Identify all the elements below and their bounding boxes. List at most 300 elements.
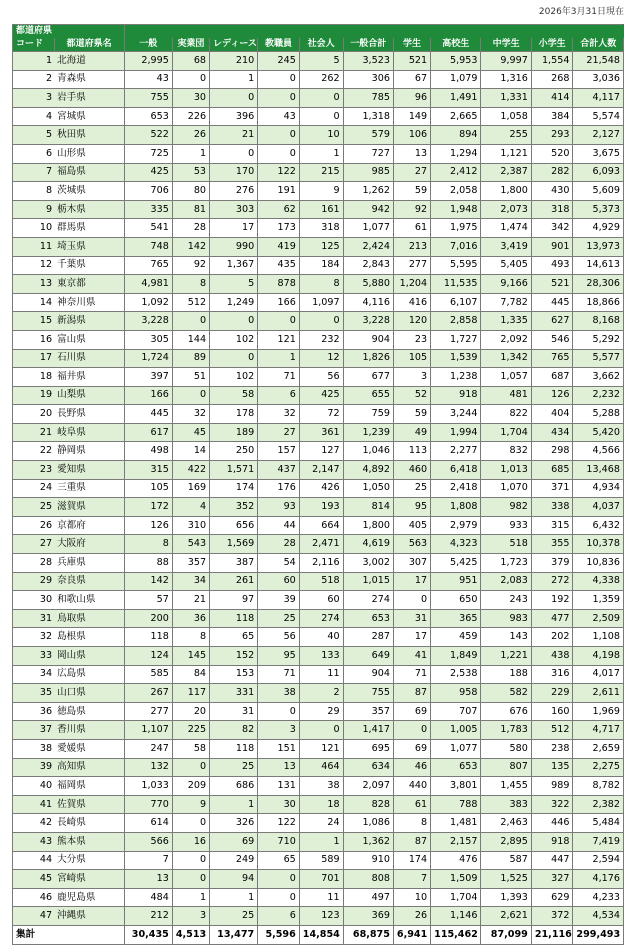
row-value: 1 (172, 144, 209, 163)
row-value: 4,892 (343, 461, 393, 480)
header-col-9: 小学生 (531, 38, 573, 52)
row-value: 238 (531, 739, 573, 758)
row-value: 65 (210, 628, 258, 647)
table-row (13, 144, 624, 163)
row-value: 1,554 (531, 52, 573, 71)
row-value: 822 (481, 405, 531, 424)
row-value: 2,275 (573, 758, 624, 777)
row-value: 1 (210, 888, 258, 907)
row-prefecture: 岡山県 (54, 647, 124, 666)
header-col-10: 合計人数 (573, 38, 624, 52)
row-value: 707 (431, 702, 481, 721)
row-value: 153 (210, 665, 258, 684)
row-value: 305 (124, 330, 172, 349)
row-value: 11 (299, 888, 343, 907)
table-row (13, 814, 624, 833)
row-code: 19 (13, 386, 55, 405)
row-value: 3,419 (481, 237, 531, 256)
row-value: 43 (124, 70, 172, 89)
row-value: 685 (531, 461, 573, 480)
row-value: 2,611 (573, 684, 624, 703)
row-value: 249 (210, 851, 258, 870)
row-value: 788 (431, 795, 481, 814)
row-value: 262 (299, 70, 343, 89)
header-col-8: 中学生 (481, 38, 531, 52)
row-value: 1,033 (124, 777, 172, 796)
row-value: 72 (299, 405, 343, 424)
row-value: 1,146 (431, 907, 481, 926)
row-value: 188 (481, 665, 531, 684)
row-value: 814 (343, 498, 393, 517)
row-value: 1,571 (210, 461, 258, 480)
row-prefecture: 福島県 (54, 163, 124, 182)
row-value: 6 (258, 907, 300, 926)
row-value: 32 (258, 405, 300, 424)
row-value: 226 (172, 107, 209, 126)
row-code: 41 (13, 795, 55, 814)
row-value: 23 (393, 330, 430, 349)
row-value: 0 (258, 126, 300, 145)
row-value: 3,036 (573, 70, 624, 89)
row-prefecture: 静岡県 (54, 442, 124, 461)
row-value: 1,097 (299, 293, 343, 312)
row-value: 2,147 (299, 461, 343, 480)
row-value: 30 (172, 89, 209, 108)
row-value: 1,013 (481, 461, 531, 480)
row-value: 1,724 (124, 349, 172, 368)
row-value: 445 (124, 405, 172, 424)
row-value: 4,534 (573, 907, 624, 926)
row-value: 88 (124, 554, 172, 573)
row-value: 287 (343, 628, 393, 647)
row-value: 1 (172, 888, 209, 907)
row-value: 7 (393, 870, 430, 889)
row-value: 983 (481, 609, 531, 628)
row-value: 13,468 (573, 461, 624, 480)
row-value: 1,262 (343, 182, 393, 201)
row-value: 106 (393, 126, 430, 145)
row-code: 20 (13, 405, 55, 424)
row-prefecture: 大阪府 (54, 535, 124, 554)
row-code: 12 (13, 256, 55, 275)
row-value: 293 (531, 126, 573, 145)
header-prefecture-name: 都道府県名 (54, 38, 124, 52)
row-value: 1,359 (573, 591, 624, 610)
row-value: 1,800 (343, 516, 393, 535)
row-value: 464 (299, 758, 343, 777)
row-value: 225 (172, 721, 209, 740)
row-value: 44 (258, 516, 300, 535)
row-value: 95 (258, 647, 300, 666)
row-value: 0 (172, 814, 209, 833)
row-value: 446 (531, 814, 573, 833)
row-value: 1,393 (481, 888, 531, 907)
row-value: 306 (343, 70, 393, 89)
row-value: 7,016 (431, 237, 481, 256)
row-value: 2,277 (431, 442, 481, 461)
row-value: 135 (531, 758, 573, 777)
row-value: 0 (210, 144, 258, 163)
total-value: 21,116 (531, 925, 573, 944)
row-value: 318 (299, 219, 343, 238)
row-value: 152 (210, 647, 258, 666)
row-value: 1,481 (431, 814, 481, 833)
row-value: 476 (431, 851, 481, 870)
row-value: 1,539 (431, 349, 481, 368)
row-value: 989 (531, 777, 573, 796)
row-value: 546 (531, 330, 573, 349)
row-prefecture: 秋田県 (54, 126, 124, 145)
row-value: 1,108 (573, 628, 624, 647)
row-value: 1,086 (343, 814, 393, 833)
row-code: 6 (13, 144, 55, 163)
row-value: 4,017 (573, 665, 624, 684)
row-value: 1,342 (481, 349, 531, 368)
row-value: 120 (393, 312, 430, 331)
row-prefecture: 石川県 (54, 349, 124, 368)
row-value: 372 (531, 907, 573, 926)
row-value: 5,595 (431, 256, 481, 275)
row-value: 4,116 (343, 293, 393, 312)
row-value: 176 (258, 479, 300, 498)
row-value: 10 (299, 126, 343, 145)
row-value: 0 (393, 721, 430, 740)
row-value: 0 (299, 89, 343, 108)
row-value: 1,800 (481, 182, 531, 201)
row-value: 3,228 (124, 312, 172, 331)
row-code: 36 (13, 702, 55, 721)
table-row (13, 554, 624, 573)
row-value: 38 (299, 777, 343, 796)
row-code: 10 (13, 219, 55, 238)
row-value: 38 (258, 684, 300, 703)
row-value: 1,474 (481, 219, 531, 238)
row-value: 25 (258, 609, 300, 628)
row-value: 2,058 (431, 182, 481, 201)
row-value: 422 (172, 461, 209, 480)
row-code: 7 (13, 163, 55, 182)
row-prefecture: 岩手県 (54, 89, 124, 108)
row-value: 414 (531, 89, 573, 108)
row-value: 96 (393, 89, 430, 108)
row-value: 97 (210, 591, 258, 610)
total-value: 13,477 (210, 925, 258, 944)
table-row (13, 888, 624, 907)
row-value: 383 (481, 795, 531, 814)
row-value: 5,953 (431, 52, 481, 71)
row-value: 1,058 (481, 107, 531, 126)
row-value: 1,723 (481, 554, 531, 573)
row-value: 121 (299, 739, 343, 758)
row-value: 770 (124, 795, 172, 814)
row-value: 92 (172, 256, 209, 275)
row-value: 1,849 (431, 647, 481, 666)
row-value: 1,969 (573, 702, 624, 721)
table-row (13, 516, 624, 535)
row-prefecture: 高知県 (54, 758, 124, 777)
row-value: 1,525 (481, 870, 531, 889)
row-value: 122 (258, 163, 300, 182)
table-row (13, 498, 624, 517)
row-prefecture: 徳島県 (54, 702, 124, 721)
row-prefecture: 奈良県 (54, 572, 124, 591)
row-value: 405 (393, 516, 430, 535)
row-value: 951 (431, 572, 481, 591)
row-value: 95 (393, 498, 430, 517)
row-value: 8 (393, 814, 430, 833)
row-value: 1,077 (431, 739, 481, 758)
row-value: 4,566 (573, 442, 624, 461)
row-value: 985 (343, 163, 393, 182)
row-value: 276 (210, 182, 258, 201)
row-prefecture: 東京都 (54, 275, 124, 294)
row-value: 701 (299, 870, 343, 889)
row-value: 493 (531, 256, 573, 275)
table-row (13, 200, 624, 219)
row-value: 4,934 (573, 479, 624, 498)
row-code: 15 (13, 312, 55, 331)
row-value: 371 (531, 479, 573, 498)
row-code: 27 (13, 535, 55, 554)
row-value: 14 (172, 442, 209, 461)
row-value: 18 (299, 795, 343, 814)
row-value: 327 (531, 870, 573, 889)
row-value: 0 (258, 870, 300, 889)
row-value: 2,509 (573, 609, 624, 628)
row-value: 1,015 (343, 572, 393, 591)
row-value: 404 (531, 405, 573, 424)
table-row (13, 479, 624, 498)
row-value: 39 (258, 591, 300, 610)
row-value: 706 (124, 182, 172, 201)
row-value: 1 (299, 832, 343, 851)
row-value: 676 (481, 702, 531, 721)
table-row (13, 684, 624, 703)
row-value: 52 (393, 386, 430, 405)
row-code: 11 (13, 237, 55, 256)
row-value: 13 (393, 144, 430, 163)
row-value: 587 (481, 851, 531, 870)
row-value: 123 (299, 907, 343, 926)
row-value: 933 (481, 516, 531, 535)
row-value: 1,704 (431, 888, 481, 907)
row-value: 13 (258, 758, 300, 777)
row-prefecture: 富山県 (54, 330, 124, 349)
table-row (13, 423, 624, 442)
row-value: 57 (124, 591, 172, 610)
row-value: 71 (258, 665, 300, 684)
row-value: 512 (531, 721, 573, 740)
row-prefecture: 新潟県 (54, 312, 124, 331)
row-value: 0 (258, 144, 300, 163)
row-value: 614 (124, 814, 172, 833)
row-code: 32 (13, 628, 55, 647)
row-value: 282 (531, 163, 573, 182)
row-value: 315 (124, 461, 172, 480)
row-code: 34 (13, 665, 55, 684)
row-code: 46 (13, 888, 55, 907)
row-code: 14 (13, 293, 55, 312)
prefecture-membership-table (12, 24, 624, 945)
row-value: 541 (124, 219, 172, 238)
row-value: 686 (210, 777, 258, 796)
row-value: 7 (124, 851, 172, 870)
row-prefecture: 山梨県 (54, 386, 124, 405)
row-value: 65 (258, 851, 300, 870)
row-value: 43 (258, 107, 300, 126)
row-code: 5 (13, 126, 55, 145)
row-value: 425 (124, 163, 172, 182)
row-value: 127 (299, 442, 343, 461)
row-code: 45 (13, 870, 55, 889)
table-row (13, 293, 624, 312)
row-value: 118 (124, 628, 172, 647)
row-value: 0 (299, 721, 343, 740)
row-value: 9,166 (481, 275, 531, 294)
row-value: 213 (393, 237, 430, 256)
row-value: 5,577 (573, 349, 624, 368)
row-value: 277 (124, 702, 172, 721)
total-label: 集計 (13, 925, 125, 944)
row-value: 6,432 (573, 516, 624, 535)
row-value: 4,323 (431, 535, 481, 554)
row-value: 808 (343, 870, 393, 889)
row-value: 69 (393, 739, 430, 758)
row-value: 0 (210, 349, 258, 368)
as-of-date: 2026年3月31日現在 (538, 7, 624, 17)
row-value: 322 (531, 795, 573, 814)
row-value: 1,335 (481, 312, 531, 331)
row-value: 481 (481, 386, 531, 405)
row-value: 212 (124, 907, 172, 926)
row-value: 357 (172, 554, 209, 573)
row-value: 245 (258, 52, 300, 71)
row-value: 132 (124, 758, 172, 777)
row-value: 31 (210, 702, 258, 721)
table-row (13, 739, 624, 758)
header-code: コード (13, 38, 55, 52)
row-value: 243 (481, 591, 531, 610)
row-value: 894 (431, 126, 481, 145)
row-prefecture: 島根県 (54, 628, 124, 647)
row-value: 268 (531, 70, 573, 89)
table-row (13, 461, 624, 480)
row-code: 16 (13, 330, 55, 349)
row-value: 918 (431, 386, 481, 405)
table-row (13, 665, 624, 684)
row-code: 17 (13, 349, 55, 368)
row-value: 1 (210, 70, 258, 89)
row-value: 3 (172, 907, 209, 926)
table-row (13, 758, 624, 777)
row-value: 3,228 (343, 312, 393, 331)
row-value: 5,574 (573, 107, 624, 126)
row-value: 1,316 (481, 70, 531, 89)
row-value: 430 (531, 182, 573, 201)
row-value: 173 (258, 219, 300, 238)
row-value: 51 (172, 368, 209, 387)
row-value: 5,288 (573, 405, 624, 424)
row-value: 2,418 (431, 479, 481, 498)
header-col-0: 一般 (124, 38, 172, 52)
row-value: 497 (343, 888, 393, 907)
row-code: 13 (13, 275, 55, 294)
row-value: 200 (124, 609, 172, 628)
row-value: 5,292 (573, 330, 624, 349)
row-value: 3,675 (573, 144, 624, 163)
row-value: 1,121 (481, 144, 531, 163)
row-value: 4,198 (573, 647, 624, 666)
row-value: 4,981 (124, 275, 172, 294)
row-value: 982 (481, 498, 531, 517)
row-value: 142 (124, 572, 172, 591)
row-value: 426 (299, 479, 343, 498)
row-value: 0 (210, 312, 258, 331)
row-value: 0 (172, 312, 209, 331)
row-value: 8 (299, 275, 343, 294)
row-value: 2,232 (573, 386, 624, 405)
table-row (13, 330, 624, 349)
row-value: 459 (431, 628, 481, 647)
table-row (13, 591, 624, 610)
row-value: 0 (172, 758, 209, 777)
row-value: 215 (299, 163, 343, 182)
row-value: 6 (258, 386, 300, 405)
row-value: 1,238 (431, 368, 481, 387)
row-value: 0 (258, 89, 300, 108)
total-value: 14,854 (299, 925, 343, 944)
row-value: 2,097 (343, 777, 393, 796)
row-prefecture: 兵庫県 (54, 554, 124, 573)
row-value: 1 (299, 144, 343, 163)
row-value: 878 (258, 275, 300, 294)
row-code: 47 (13, 907, 55, 926)
row-value: 518 (299, 572, 343, 591)
row-value: 144 (172, 330, 209, 349)
table-row (13, 721, 624, 740)
row-value: 5,609 (573, 182, 624, 201)
row-value: 765 (124, 256, 172, 275)
row-value: 1,509 (431, 870, 481, 889)
table-row (13, 851, 624, 870)
row-value: 1,050 (343, 479, 393, 498)
row-prefecture: 愛知県 (54, 461, 124, 480)
row-value: 2,382 (573, 795, 624, 814)
row-value: 387 (210, 554, 258, 573)
row-value: 807 (481, 758, 531, 777)
row-value: 5,880 (343, 275, 393, 294)
row-value: 582 (481, 684, 531, 703)
row-value: 419 (258, 237, 300, 256)
row-prefecture: 長崎県 (54, 814, 124, 833)
row-value: 62 (258, 200, 300, 219)
row-value: 9,997 (481, 52, 531, 71)
row-code: 28 (13, 554, 55, 573)
row-value: 589 (299, 851, 343, 870)
row-value: 759 (343, 405, 393, 424)
row-value: 342 (531, 219, 573, 238)
row-value: 272 (531, 572, 573, 591)
row-value: 274 (299, 609, 343, 628)
row-value: 26 (393, 907, 430, 926)
row-code: 4 (13, 107, 55, 126)
table-row (13, 256, 624, 275)
row-value: 87 (393, 832, 430, 851)
row-value: 255 (481, 126, 531, 145)
row-value: 131 (258, 777, 300, 796)
row-code: 37 (13, 721, 55, 740)
row-prefecture: 佐賀県 (54, 795, 124, 814)
